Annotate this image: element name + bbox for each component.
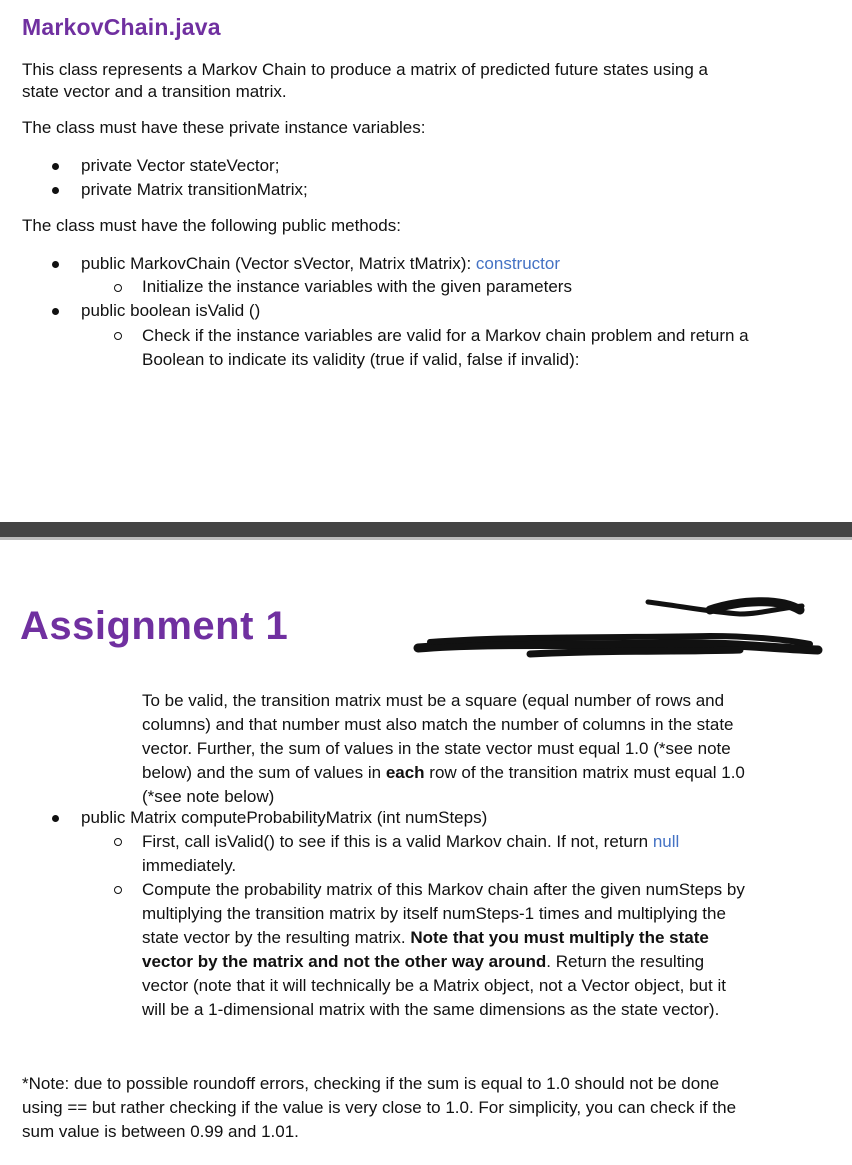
text-run: . Return the resulting [546,952,705,971]
constructor-tag: constructor [475,254,560,273]
desc-line: immediately. [142,856,237,875]
redaction-scribble [410,592,830,662]
bullet-icon [52,163,59,170]
para-line: columns) and that number must also match the number of columns in the state [142,715,734,734]
para-line: (*see note below) [142,787,275,806]
page-title: MarkovChain.java [22,14,221,40]
para-line: To be valid, the transition matrix must be a square (equal number of rows and [142,691,725,710]
desc-line: Boolean to indicate its validity (true if valid, false if invalid): [142,350,580,369]
var-item: private Matrix transitionMatrix; [81,180,308,199]
assignment-heading: Assignment 1 [20,604,289,648]
sub-bullet-icon [114,838,122,846]
method-signature: public MarkovChain (Vector sVector, Matrix tMatrix): [81,254,476,273]
text-run: below) and the sum of values in [142,763,386,782]
desc-line [142,830,679,854]
sub-bullet-icon [114,886,122,894]
text-run: row of the transition matrix must equal 1.0 [424,763,745,782]
desc-line: Compute the probability matrix of this Markov chain after the given numSteps by [142,880,745,899]
method-desc: Initialize the instance variables with the given parameters [142,277,572,296]
page-divider [0,522,852,537]
var-item: private Vector stateVector; [81,156,280,175]
bold-run: each [385,763,425,782]
desc-line [142,926,745,950]
text-run: First, call isValid() to see if this is a valid Markov chain. If not, return [142,832,653,851]
desc-line: Check if the instance variables are valid for a Markov chain problem and return a [142,326,749,345]
method-desc [142,878,745,1022]
bold-run: vector by the matrix and not the other way around [142,952,547,971]
validity-paragraph [142,689,745,809]
bullet-icon [52,815,59,822]
methods-heading: The class must have the following public methods: [22,216,401,235]
note-paragraph [22,1072,736,1144]
bold-run: Note that you must multiply the state [410,928,709,947]
bullet-icon [52,187,59,194]
method-constructor [81,253,560,274]
null-keyword: null [652,832,680,851]
note-line: sum value is between 0.99 and 1.01. [22,1122,299,1141]
sub-bullet-icon [114,332,122,340]
sub-bullet-icon [114,284,122,292]
desc-line: vector (note that it will technically be a Matrix object, not a Vector object, but it [142,976,726,995]
para-line: vector. Further, the sum of values in the state vector must equal 1.0 (*see note [142,739,731,758]
desc-line [142,950,745,974]
intro-line: This class represents a Markov Chain to produce a matrix of predicted future states using a [22,60,708,79]
desc-line: will be a 1-dimensional matrix with the same dimensions as the state vector). [142,1000,720,1019]
vars-heading: The class must have these private instance variables: [22,118,426,137]
intro-line: state vector and a transition matrix. [22,81,287,101]
desc-line: multiplying the transition matrix by itself numSteps-1 times and multiplying the [142,904,726,923]
text-run: state vector by the resulting matrix. [142,928,411,947]
note-line: using == but rather checking if the value is very close to 1.0. For simplicity, you can check if the [22,1098,737,1117]
para-line [142,761,745,785]
bullet-icon [52,261,59,268]
method-compute: public Matrix computeProbabilityMatrix (int numSteps) [81,808,488,827]
intro-paragraph [22,59,708,102]
method-isvalid: public boolean isValid () [81,301,261,320]
bullet-icon [52,308,59,315]
method-desc [142,324,749,372]
note-line: *Note: due to possible roundoff errors, checking if the sum is equal to 1.0 should not be done [22,1074,720,1093]
method-desc [142,830,679,878]
